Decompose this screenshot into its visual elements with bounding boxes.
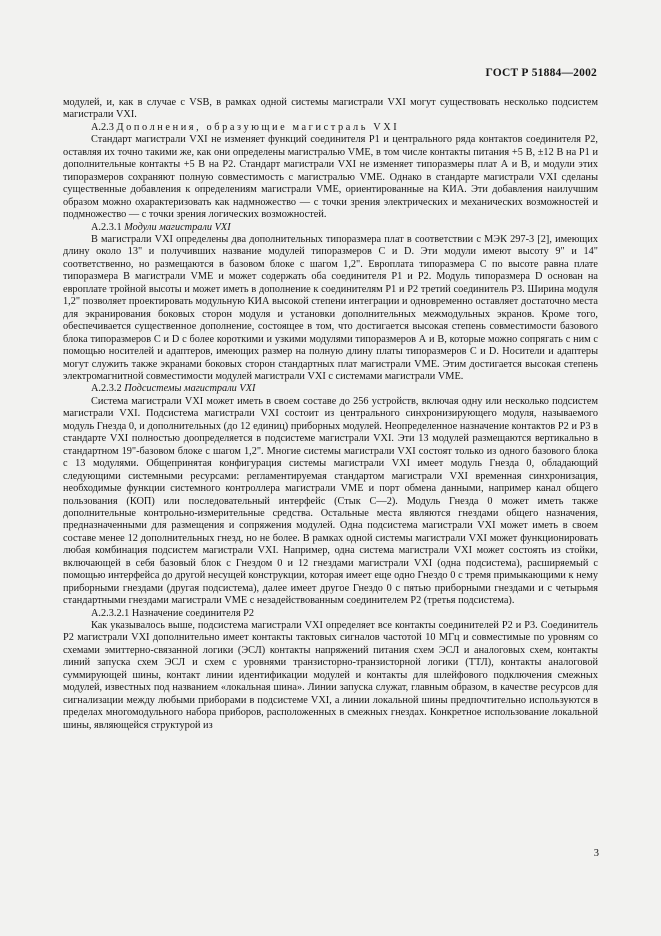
section-heading-a-2-3-2	[63, 383, 598, 395]
section-heading-a-2-3	[63, 122, 598, 134]
section-number: А.2.3.1	[91, 221, 122, 233]
section-title: Подсистемы магистрали VXI	[124, 383, 256, 395]
section-heading-a-2-3-2-1	[63, 608, 598, 620]
section-number: А.2.3	[91, 121, 114, 133]
section-heading-a-2-3-1	[63, 222, 598, 234]
document-code: ГОСТ Р 51884—2002	[485, 67, 597, 79]
section-title: Назначение соединителя P2	[131, 607, 255, 619]
section-title: Модули магистрали VXI	[124, 221, 231, 233]
paragraph-vxi-subsystems: Система магистрали VXI может иметь в своем составе до 256 устройств, включая одну или несколько подсистем магистрали VXI. Подсистема магистрали VXI состоит из центрального синхронизирующего модуля, называемого модуль Гнезда 0, и дополнительных (до 12 единиц) приборных модулей. Неопределенное назначение контактов P2 и P3 в стандарте VXI полностью доопределяется в подсистеме магистрали VXI. Эти 13 модулей размещаются вертикально в стандартном 19"-базовом блоке с шагом 1,2". Многие системы магистрали VXI состоят только из одного базового блока с 13 модулями. Общепринятая конфигурация системы магистрали VXI имеет модуль Гнезда 0, обладающий следующими системными ресурсами: регламентируемая стандартом магистрали VXI временная синхронизация, необходимые функции системного контроллера магистрали VME и порт обмена данными, например канал общего пользования (КОП) или последовательный интерфейс (Стык С—2). Модуль Гнезда 0 может иметь также дополнительные контрольно-измерительные средства. Остальные места являются гнездами общего назначения, предназначенными для размещения и сопряжения модулей. Одна подсистема магистрали VXI может иметь в своем составе менее 12 дополнительных гнезд, но не более. В рамках одной системы магистрали VXI может функционировать любая комбинация подсистем магистрали VXI. Например, одна система магистрали VXI может состоять из стойки, включающей в себя базовый блок с Гнездом 0 и 12 гнездами магистрали VXI (одна подсистема), расширяемый с помощью интерфейса до другой несущей конструкции, которая имеет еще одно Гнездо 0 с тремя примыкающими к нему приборными гнездами (другая подсистема), далее имеет другое Гнездо 0 с пятью приборными гнездами и с четырьмя стандартными гнездами магистрали VME с незадействованным соединителем P2 (третья подсистема).	[63, 395, 598, 607]
section-number: А.2.3.2	[91, 383, 122, 395]
section-title: Дополнения, образующие магистраль VXI	[116, 121, 400, 133]
paragraph-p2-connector: Как указывалось выше, подсистема магистрали VXI определяет все контакты соединителей P2 и P3. Соединитель P2 магистрали VXI дополнительно имеет контакты тактовых сигналов частотой 10 МГц и совместимые по уровням со схемами эмиттерно-связанной логики (ЭСЛ) контакты напряжений питания схем ЭСЛ и аналоговых схем, контакты линий запуска схем ЭСЛ и схем с уровнями транзисторно-транзисторной логики (ТТЛ), контакты аналоговой суммирующей шины, контакт линии идентификации модулей и контакты для шлейфового подключения смежных модулей, известных под названием «локальная шина». Линии запуска служат, главным образом, в качестве ресурсов для сигнализации между любыми приборами в подсистеме VXI, а линии локальной шины предпочтительно используются в пределах многомодульного набора приборов, расположенных в смежных гнездах. Конкретное использование локальной шины, являющейся структурой из	[63, 620, 598, 731]
page-number: 3	[593, 848, 599, 859]
paragraph-vxi-standard: Стандарт магистрали VXI не изменяет функций соединителя P1 и центрального ряда контактов соединителя P2, оставляя их точно такими же, как они определены магистралью VME, в том числе контакты питания +5 В, ±12 В на P1 и дополнительные контакты +5 В на P2. Стандарт магистрали VXI не изменяет типоразмеры плат А и В, и модули этих типоразмеров сохраняют полную совместимость с магистралью VME. Однако в стандарте магистрали VXI сделаны существенные добавления к определениям магистрали VME, ориентированные на КИА. Эти добавления наилучшим образом можно охарактеризовать как надмножество — с точки зрения электрических и механических возможностей и подмножество — с точки зрения логических возможностей.	[63, 134, 598, 221]
paragraph-vxi-modules: В магистрали VXI определены два дополнительных типоразмера плат в соответствии с МЭК 297-3 [2], имеющих длину около 13" и получивших название модулей типоразмеров С и D. Эти модули имеют высоту 9" и 14" соответственно, но размещаются в базовом блоке с шагом 1,2". Европлата типоразмера С по высоте равна плате типоразмера В магистрали VME и может содержать оба соединителя P1 и P2. Модуль типоразмера D основан на европлате тройной высоты и может иметь в дополнение к соединителям P1 и P2 третий соединитель P3. Ширина модуля 1,2" позволяет проектировать модульную КИА высокой степени интеграции и одновременно оставляет достаточно места для экранирования боковых сторон модуля и установки дополнительных межмодульных экранов. Кроме того, обеспечивается существенное дополнение, состоящее в том, что достигается высокая степень совместимости базового блока типоразмеров С и D с более короткими и узкими модулями типоразмеров А и В, которые можно сопрягать с ним с помощью носителей и адаптеров, имеющих размер на полную длину платы типоразмеров С и D. Носители и адаптеры могут служить также экранами боковых сторон стандартных плат магистрали VME. Этим достигается высокая степень электромагнитной совместимости модулей магистрали VXI с системами магистрали VME.	[63, 233, 598, 382]
page-body	[63, 97, 598, 732]
paragraph-continuation: модулей, и, как в случае с VSB, в рамках одной системы магистрали VXI могут существовать несколько подсистем магистрали VXI.	[63, 97, 598, 121]
section-number: А.2.3.2.1	[91, 607, 130, 619]
